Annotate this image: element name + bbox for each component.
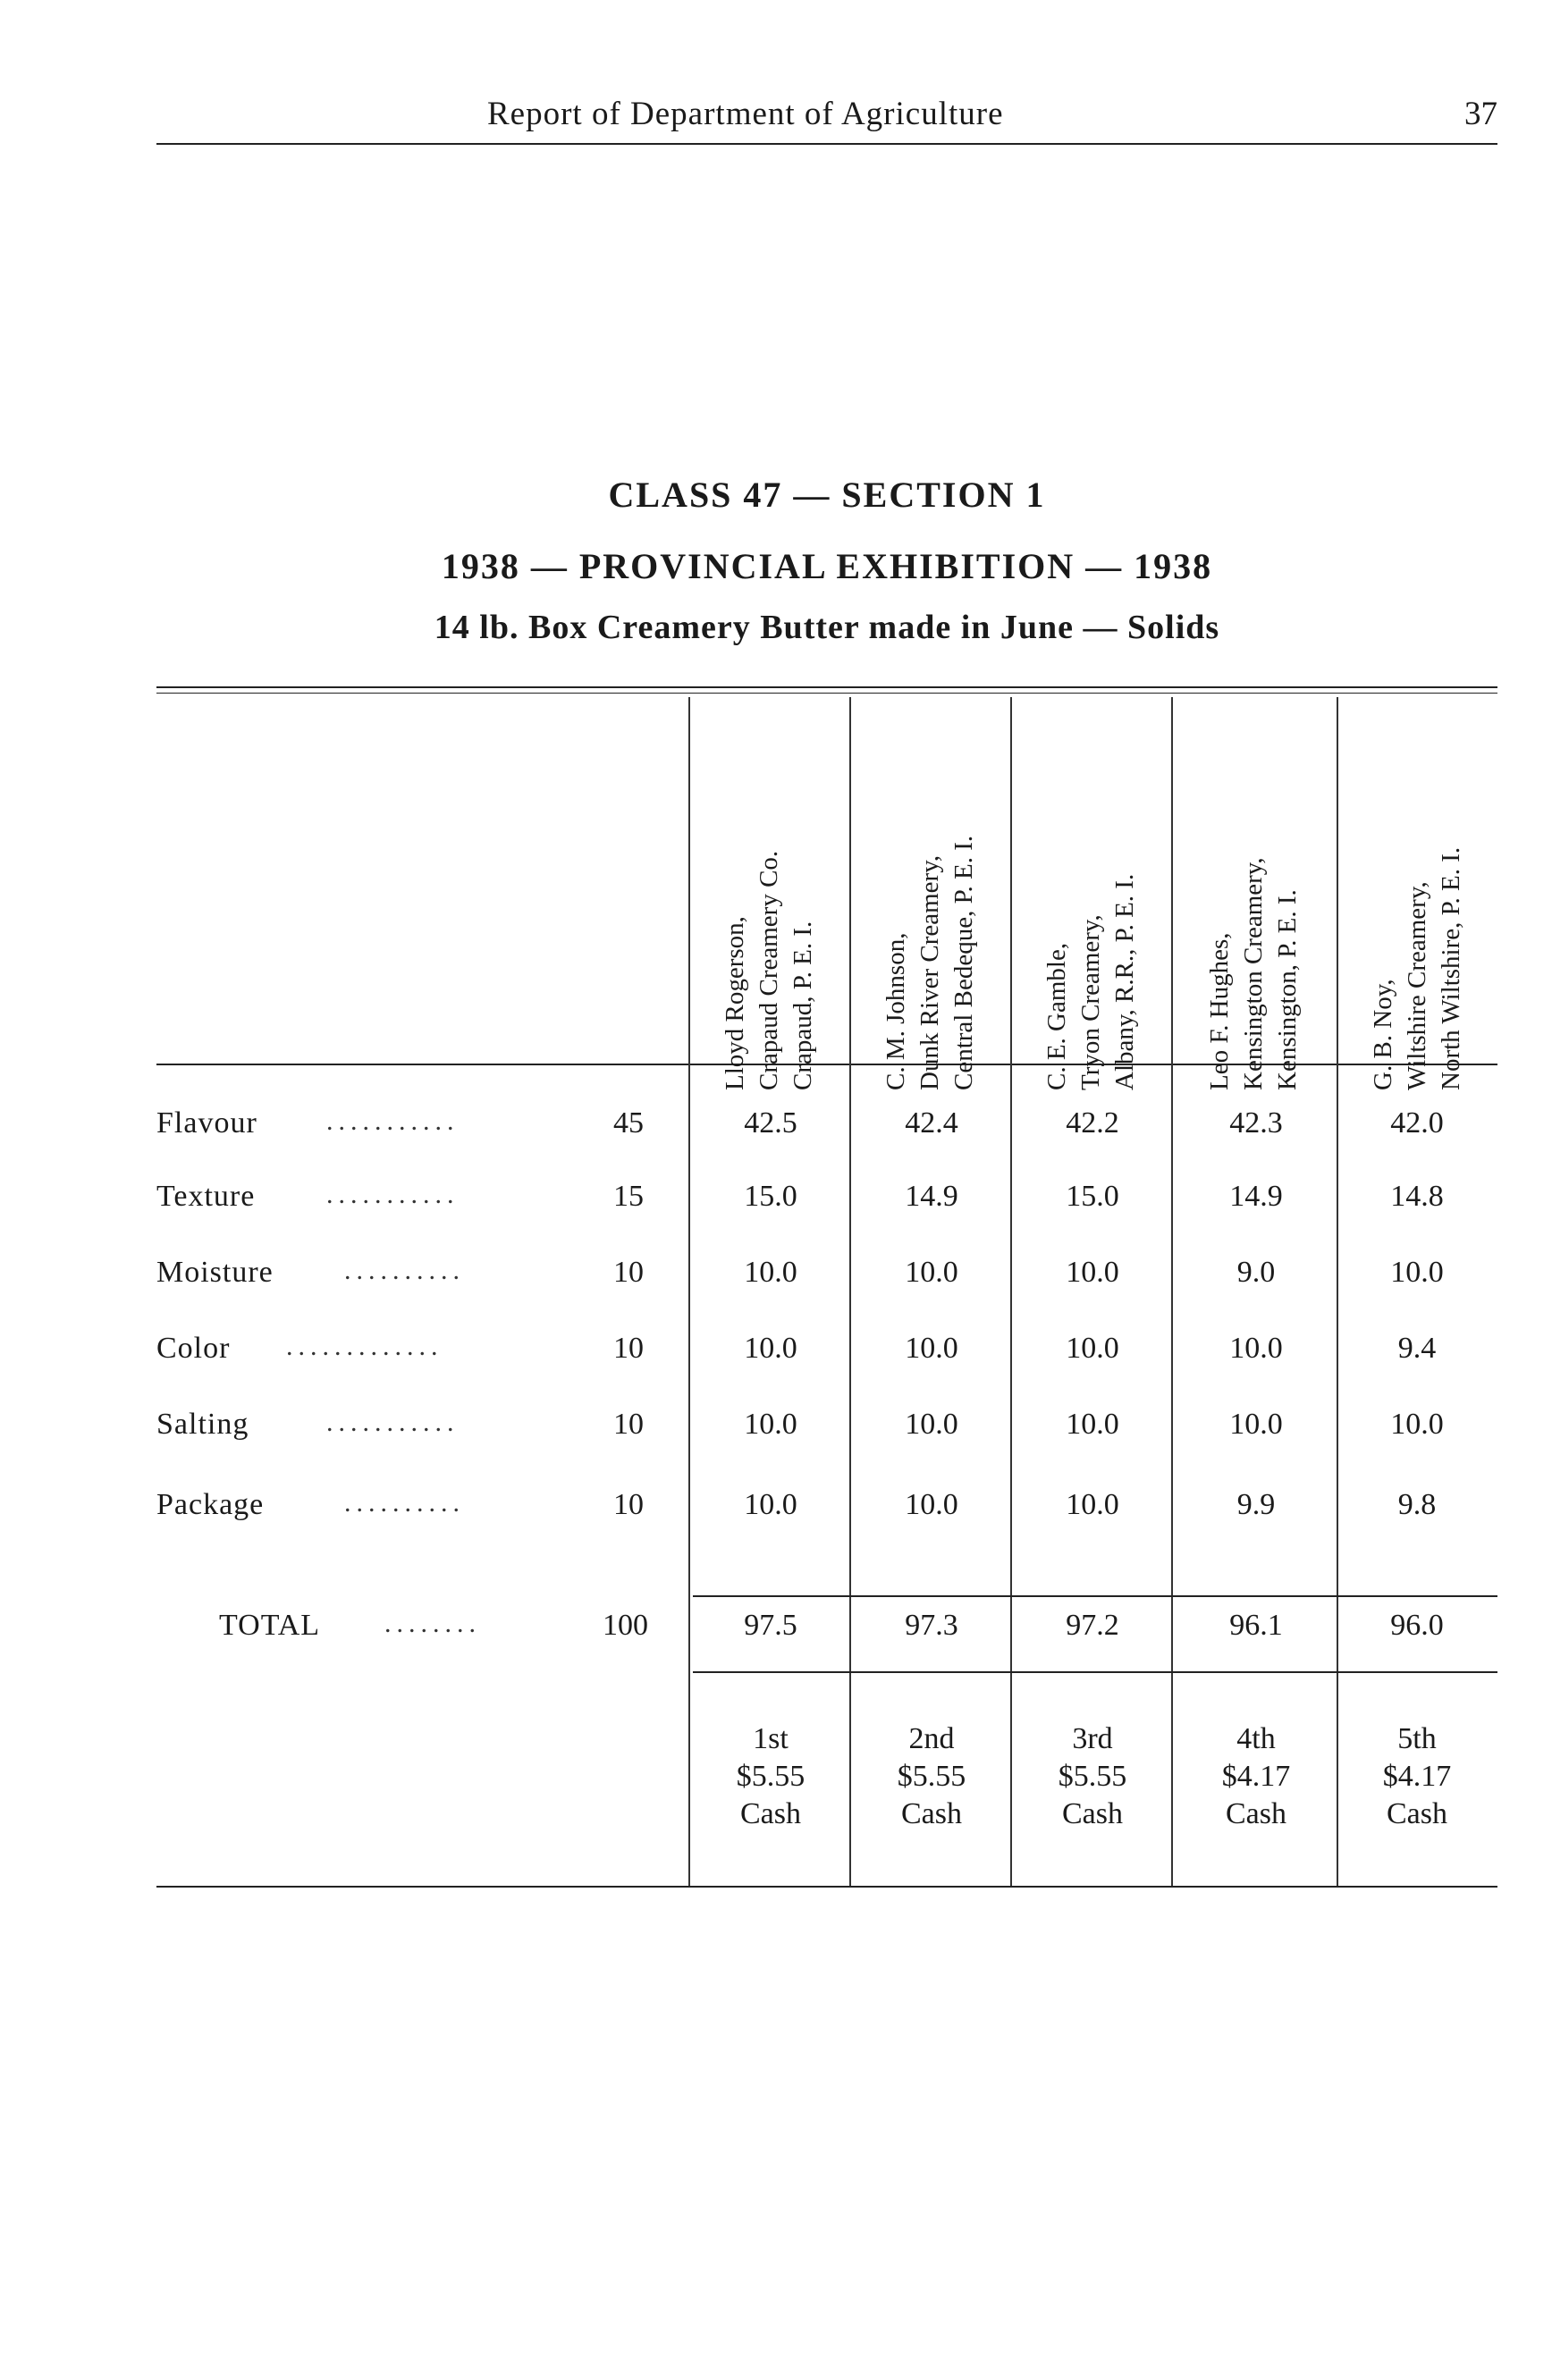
leader-dots: ........ <box>384 1609 481 1638</box>
score-cell: 10.0 <box>744 1256 797 1289</box>
table-row <box>156 1180 693 1224</box>
page-number: 37 <box>1464 96 1497 132</box>
score-cell: 10.0 <box>1066 1256 1119 1289</box>
total-top-rule <box>693 1595 1497 1597</box>
score-cell: 10.0 <box>1229 1408 1283 1441</box>
running-header <box>156 89 1497 145</box>
criterion-label: Moisture <box>156 1256 274 1289</box>
prize-place: 3rd <box>1072 1722 1113 1755</box>
prize-place: 1st <box>753 1722 789 1755</box>
score-cell: 10.0 <box>1390 1256 1444 1289</box>
criterion-label: Flavour <box>156 1106 257 1140</box>
total-score-cell: 97.2 <box>1066 1609 1119 1642</box>
leader-dots: .......... <box>344 1488 465 1518</box>
score-cell: 10.0 <box>905 1256 958 1289</box>
score-cell: 42.3 <box>1229 1106 1283 1140</box>
prize-amount: $5.55 <box>736 1760 806 1793</box>
score-cell: 14.8 <box>1390 1180 1444 1213</box>
leader-dots: ........... <box>326 1408 460 1437</box>
score-cell: 10.0 <box>744 1408 797 1441</box>
score-cell: 9.0 <box>1236 1256 1276 1289</box>
total-row <box>156 1609 693 1653</box>
table-row <box>156 1106 693 1151</box>
score-cell: 10.0 <box>1066 1408 1119 1441</box>
table-top-rule <box>156 686 1497 688</box>
table-row <box>156 1408 693 1452</box>
score-cell: 10.0 <box>1229 1332 1283 1365</box>
prize-type: Cash <box>740 1797 801 1830</box>
leader-dots: .......... <box>344 1256 465 1285</box>
prize-place: 2nd <box>908 1722 955 1755</box>
table-top-rule-2 <box>156 693 1497 694</box>
score-cell: 9.8 <box>1397 1488 1437 1521</box>
prize-cell <box>1012 1720 1173 1833</box>
table-row <box>156 1332 693 1376</box>
score-cell: 10.0 <box>905 1408 958 1441</box>
criterion-label: Color <box>156 1332 231 1365</box>
table-bottom-rule <box>156 1886 1497 1888</box>
prize-place: 5th <box>1397 1722 1437 1755</box>
prize-amount: $5.55 <box>897 1760 966 1793</box>
prize-type: Cash <box>901 1797 962 1830</box>
max-points: 10 <box>613 1408 644 1441</box>
score-cell: 15.0 <box>744 1180 797 1213</box>
score-cell: 10.0 <box>744 1488 797 1521</box>
score-cell: 42.0 <box>1390 1106 1444 1140</box>
prize-cell <box>851 1720 1012 1833</box>
total-max-points: 100 <box>603 1609 648 1642</box>
table-row <box>156 1488 693 1533</box>
max-points: 45 <box>613 1106 644 1140</box>
prize-amount: $4.17 <box>1382 1760 1452 1793</box>
table-row <box>156 1256 693 1300</box>
max-points: 10 <box>613 1488 644 1521</box>
max-points: 10 <box>613 1332 644 1365</box>
prize-cell <box>1337 1720 1497 1833</box>
score-cell: 14.9 <box>905 1180 958 1213</box>
score-cell: 15.0 <box>1066 1180 1119 1213</box>
max-points: 15 <box>613 1180 644 1213</box>
exhibitor-header: C. M. Johnson, Dunk River Creamery, Central Bedeque, P. E. I. <box>881 835 978 1090</box>
exhibitor-header: Leo F. Hughes, Kensington Creamery, Kensington, P. E. I. <box>1205 857 1302 1090</box>
prize-cell <box>1176 1720 1337 1833</box>
leader-dots: ........... <box>326 1180 460 1209</box>
exhibitor-header: G. B. Noy, Wiltshire Creamery, North Wiltshire, P. E. I. <box>1369 846 1465 1090</box>
exhibitor-header: Lloyd Rogerson, Crapaud Creamery Co. Crapaud, P. E. I. <box>721 850 817 1090</box>
score-cell: 9.4 <box>1397 1332 1437 1365</box>
max-points: 10 <box>613 1256 644 1289</box>
leader-dots: ........... <box>326 1106 460 1136</box>
exhibitor-header: C. E. Gamble, Tryon Creamery, Albany, R.R., P. E. I. <box>1042 873 1139 1090</box>
prize-amount: $5.55 <box>1058 1760 1127 1793</box>
total-score-cell: 97.5 <box>744 1609 797 1642</box>
total-score-cell: 96.1 <box>1229 1609 1283 1642</box>
score-cell: 14.9 <box>1229 1180 1283 1213</box>
criterion-label: Salting <box>156 1408 249 1441</box>
score-cell: 42.2 <box>1066 1106 1119 1140</box>
score-cell: 42.5 <box>744 1106 797 1140</box>
total-label: TOTAL <box>219 1609 321 1642</box>
prize-type: Cash <box>1062 1797 1123 1830</box>
criterion-label: Texture <box>156 1180 256 1213</box>
score-cell: 9.9 <box>1236 1488 1276 1521</box>
total-score-cell: 96.0 <box>1390 1609 1444 1642</box>
score-cell: 10.0 <box>1066 1488 1119 1521</box>
score-cell: 10.0 <box>905 1332 958 1365</box>
prize-type: Cash <box>1387 1797 1447 1830</box>
score-cell: 10.0 <box>744 1332 797 1365</box>
score-cell: 10.0 <box>905 1488 958 1521</box>
prize-cell <box>690 1720 851 1833</box>
score-cell: 10.0 <box>1066 1332 1119 1365</box>
subtitle-heading: 14 lb. Box Creamery Butter made in June — Solids <box>434 609 1220 646</box>
prize-place: 4th <box>1236 1722 1276 1755</box>
prize-amount: $4.17 <box>1221 1760 1291 1793</box>
exhibition-heading: 1938 — PROVINCIAL EXHIBITION — 1938 <box>441 546 1213 586</box>
report-title: Report of Department of Agriculture <box>487 96 1004 132</box>
leader-dots: ............. <box>286 1332 443 1361</box>
prize-type: Cash <box>1226 1797 1286 1830</box>
total-bottom-rule <box>693 1671 1497 1673</box>
criterion-label: Package <box>156 1488 265 1521</box>
class-section-heading: CLASS 47 — SECTION 1 <box>608 475 1046 515</box>
score-cell: 42.4 <box>905 1106 958 1140</box>
score-cell: 10.0 <box>1390 1408 1444 1441</box>
total-score-cell: 97.3 <box>905 1609 958 1642</box>
